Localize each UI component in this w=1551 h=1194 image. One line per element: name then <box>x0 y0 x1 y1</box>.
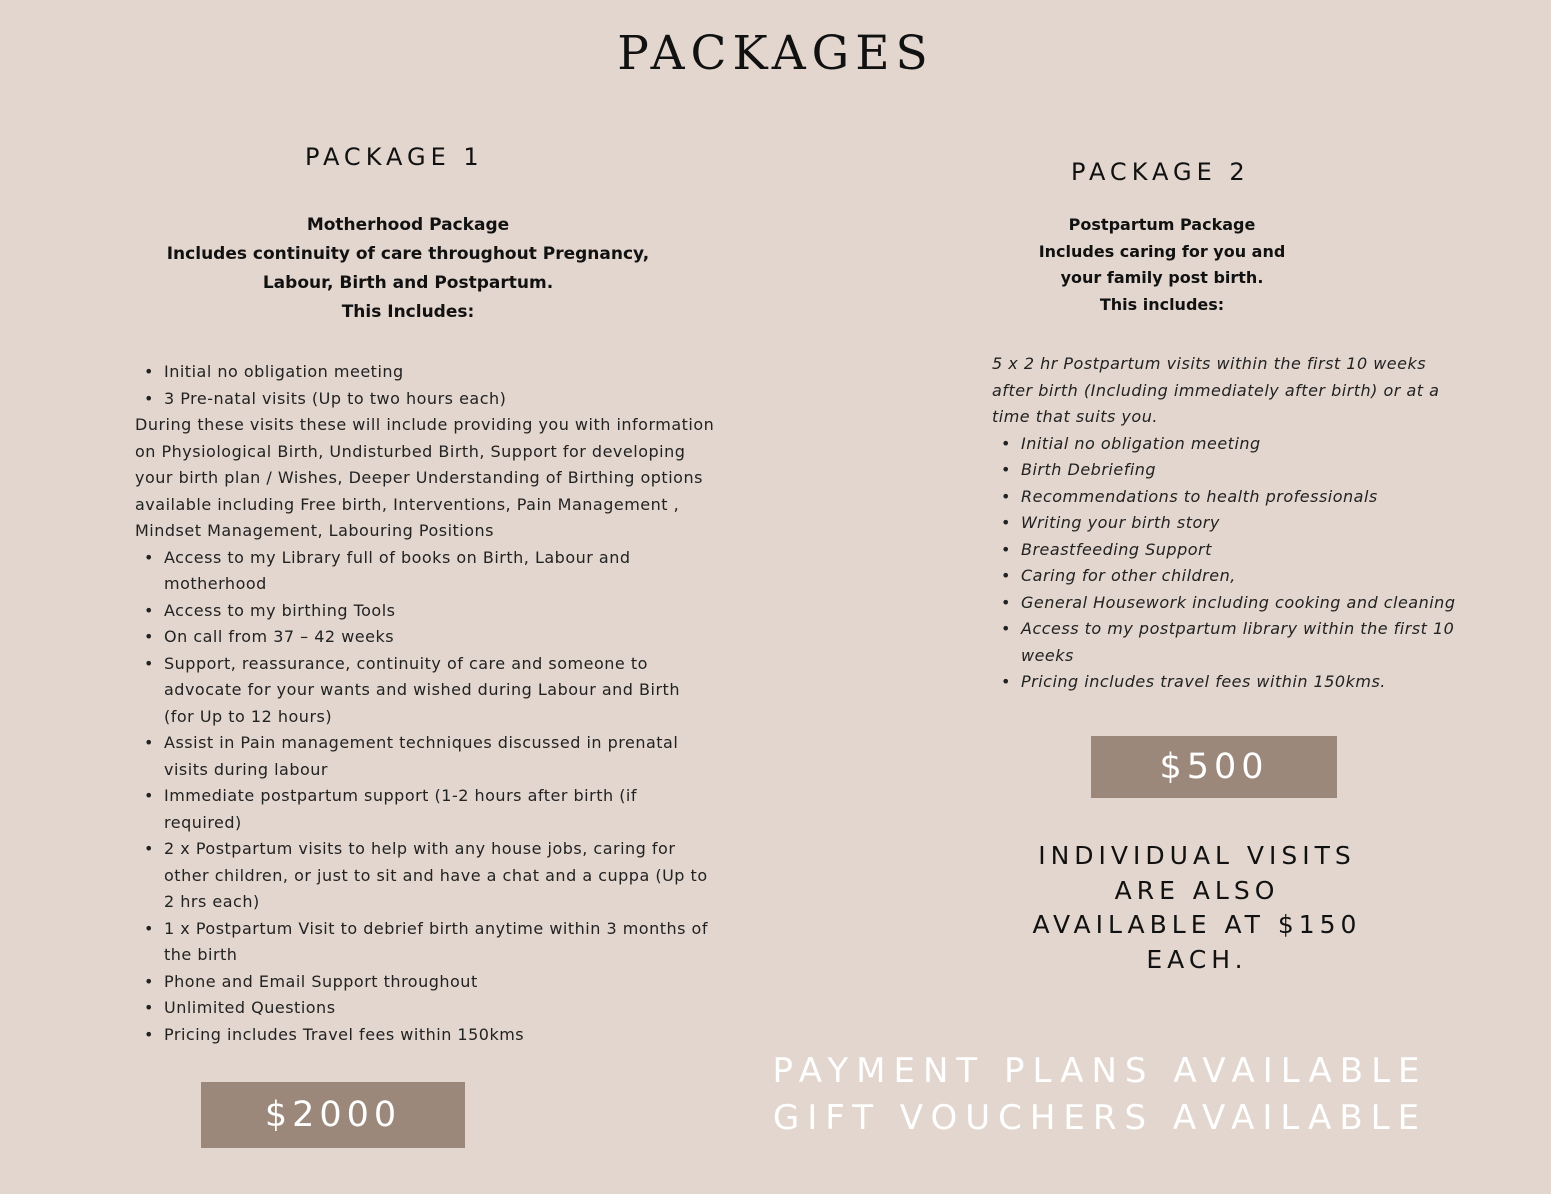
bullet-icon: • <box>144 362 154 381</box>
package-1-details <box>135 359 715 1048</box>
bullet-icon: • <box>144 786 154 805</box>
page-title: PACKAGES <box>617 26 934 81</box>
bullet-icon: • <box>1001 539 1011 559</box>
bullet-icon: • <box>1001 486 1011 506</box>
bullet-icon: • <box>1001 672 1011 691</box>
package-2-paragraph: 5 x 2 hr Postpartum visits within the first 10 weeks after birth (Including immediately after birth) or at a time that suits you. <box>992 354 1440 426</box>
list-item <box>135 386 715 413</box>
package-1-intro-line: Labour, Birth and Postpartum. <box>262 273 554 293</box>
bullet-icon: • <box>144 627 154 646</box>
list-item-text: General Housework including cooking and cleaning <box>1021 592 1456 612</box>
list-item <box>135 969 715 996</box>
list-item-text: Initial no obligation meeting <box>164 362 404 381</box>
package-2-intro-line: your family post birth. <box>1060 268 1264 287</box>
list-item <box>992 510 1472 537</box>
list-item <box>992 563 1472 590</box>
list-item-text: Recommendations to health professionals <box>1021 486 1378 506</box>
list-item <box>992 590 1472 617</box>
list-item-text: Pricing includes travel fees within 150kms. <box>1021 672 1386 691</box>
list-item-text: Pricing includes Travel fees within 150kms <box>164 1024 525 1044</box>
package-2-name: Postpartum Package <box>1068 215 1256 234</box>
bullet-icon: • <box>144 600 154 620</box>
bullet-icon: • <box>144 733 154 752</box>
list-item <box>135 651 715 731</box>
package-1-list-before <box>135 359 715 412</box>
individual-visits-line: EACH. <box>1146 944 1248 974</box>
list-item-text: Support, reassurance, continuity of care and someone to advocate for your wants and wished during Labour and Birth (for Up to 12 hours) <box>164 653 680 726</box>
bullet-icon: • <box>1001 513 1011 532</box>
individual-visits-line: INDIVIDUAL VISITS <box>1038 841 1356 870</box>
package-1-intro <box>138 211 678 327</box>
bullet-icon: • <box>144 653 154 673</box>
list-item-text: Phone and Email Support throughout <box>164 971 478 991</box>
bullet-icon: • <box>144 388 154 408</box>
list-item <box>135 598 715 625</box>
individual-visits-note <box>992 839 1402 977</box>
payment-plans-note: PAYMENT PLANS AVAILABLE <box>772 1051 1428 1091</box>
package-2-heading: PACKAGE 2 <box>1071 158 1250 186</box>
package-1-heading: PACKAGE 1 <box>305 143 484 171</box>
bullet-icon: • <box>144 971 154 991</box>
bullet-icon: • <box>1001 619 1011 638</box>
individual-visits-line: AVAILABLE AT $150 <box>1032 910 1362 939</box>
list-item-text: 1 x Postpartum Visit to debrief birth anytime within 3 months of the birth <box>164 918 708 964</box>
bullet-icon: • <box>1001 460 1011 479</box>
list-item <box>992 484 1472 511</box>
package-2-intro <box>1002 212 1322 318</box>
list-item <box>135 836 715 916</box>
list-item-text: Assist in Pain management techniques discussed in prenatal visits during labour <box>164 733 679 779</box>
list-item <box>135 783 715 836</box>
package-1-paragraph: During these visits these will include providing you with information on Physiological Birth, Undisturbed Birth, Support for developing your birth plan / Wishes, Deeper Understanding of Birthing options available including Free birth, Interventions, Pain Management , Mindset Management, Labouring Positions <box>135 415 715 540</box>
list-item-text: Breastfeeding Support <box>1021 539 1212 559</box>
list-item-text: Access to my birthing Tools <box>164 600 396 620</box>
list-item <box>992 537 1472 564</box>
list-item-text: Access to my Library full of books on Birth, Labour and motherhood <box>164 547 631 593</box>
package-1-price: $2000 <box>201 1082 465 1148</box>
package-1-intro-line: This Includes: <box>341 302 475 322</box>
individual-visits-line: ARE ALSO <box>1114 875 1280 905</box>
bullet-icon: • <box>144 547 154 567</box>
list-item <box>992 431 1472 458</box>
list-item-text: Birth Debriefing <box>1021 460 1157 479</box>
list-item <box>135 1022 715 1049</box>
package-1-intro-line: Includes continuity of care throughout Pregnancy, <box>166 244 650 264</box>
bullet-icon: • <box>144 839 154 858</box>
list-item <box>135 359 715 386</box>
list-item <box>135 545 715 598</box>
list-item-text: Access to my postpartum library within the first 10 weeks <box>1021 619 1455 665</box>
list-item-text: Initial no obligation meeting <box>1021 433 1261 453</box>
list-item <box>992 457 1472 484</box>
package-1-name: Motherhood Package <box>306 215 510 235</box>
package-2-intro-line: Includes caring for you and <box>1038 241 1286 261</box>
list-item <box>135 916 715 969</box>
bullet-icon: • <box>144 998 154 1017</box>
list-item <box>135 624 715 651</box>
list-item-text: Unlimited Questions <box>164 998 336 1017</box>
package-2-intro-line: This includes: <box>1099 294 1225 314</box>
package-2-price: $500 <box>1091 736 1337 798</box>
list-item <box>992 669 1472 696</box>
bullet-icon: • <box>1001 566 1011 585</box>
package-1-list-after <box>135 545 715 1049</box>
package-2-details <box>992 351 1472 696</box>
list-item-text: Writing your birth story <box>1021 513 1220 532</box>
list-item-text: Immediate postpartum support (1-2 hours after birth (if required) <box>164 786 638 832</box>
bullet-icon: • <box>144 1024 154 1044</box>
bullet-icon: • <box>144 918 154 938</box>
bullet-icon: • <box>1001 592 1011 612</box>
list-item <box>135 730 715 783</box>
gift-vouchers-note: GIFT VOUCHERS AVAILABLE <box>772 1098 1428 1138</box>
package-2-list <box>992 431 1472 696</box>
list-item <box>992 616 1472 669</box>
list-item <box>135 995 715 1022</box>
bullet-icon: • <box>1001 433 1011 453</box>
list-item-text: 3 Pre-natal visits (Up to two hours each) <box>164 388 507 408</box>
list-item-text: On call from 37 – 42 weeks <box>164 627 395 646</box>
list-item-text: 2 x Postpartum visits to help with any house jobs, caring for other children, or just to sit and have a chat and a cuppa (Up to 2 hrs each) <box>164 839 708 911</box>
list-item-text: Caring for other children, <box>1021 566 1236 585</box>
